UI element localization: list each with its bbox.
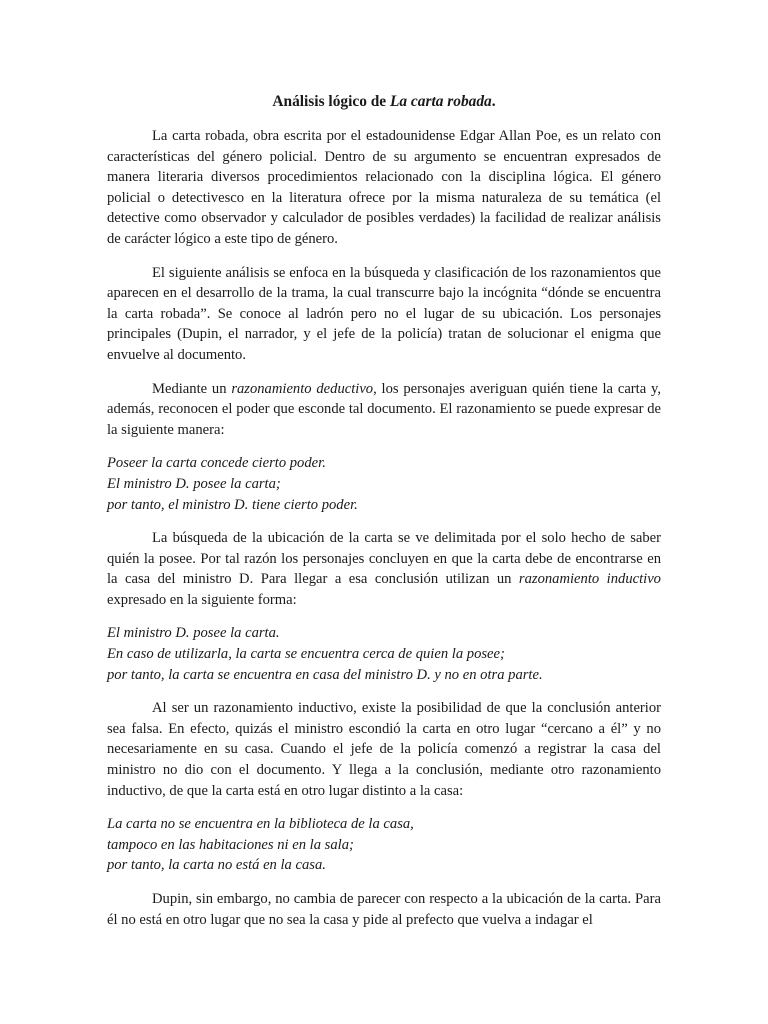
syllogism-line: En caso de utilizarla, la carta se encuentra cerca de quien la posee;	[107, 646, 505, 663]
syllogism-line: El ministro D. posee la carta;	[107, 475, 281, 492]
syllogism-inductive-2	[107, 814, 661, 876]
inductive-term: razonamiento inductivo	[518, 571, 661, 588]
paragraph-intro: La carta robada, obra escrita por el estadounidense Edgar Allan Poe, es un relato con características del género policial. Dentro de su argumento se encuentran expresados de manera literaria diversos procedimientos relacionado con la disciplina lógica. El género policial o detectivesco en la literatura ofrece por la misma naturaleza de su temática (el detective como observador y calculador de posibles verdades) la facilidad de realizar análisis de carácter lógico a este tipo de género.	[107, 128, 661, 247]
syllogism-line: por tanto, la carta no está en la casa.	[107, 857, 326, 874]
syllogism-line: La carta no se encuentra en la biblioteca de la casa,	[107, 816, 414, 833]
deductive-term: razonamiento deductivo	[231, 380, 374, 397]
document-page	[107, 92, 661, 943]
paragraph-deductive	[107, 379, 661, 441]
document-title	[107, 92, 661, 112]
inductive-text-b: expresado en la siguiente forma:	[107, 591, 297, 608]
syllogism-inductive-1	[107, 623, 661, 685]
paragraph-analysis: El siguiente análisis se enfoca en la búsqueda y clasificación de los razonamientos que aparecen en el desarrollo de la trama, la cual transcurre bajo la incógnita “dónde se encuentra la carta robada”. Se conoce al ladrón pero no el lugar de su ubicación. Los personajes principales (Dupin, el narrador, y el jefe de la policía) tratan de solucionar el enigma que envuelve al documento.	[107, 264, 661, 363]
inductive-text-a: La búsqueda de la ubicación de la carta se ve delimitada por el solo hecho de saber quién la posee. Por tal razón los personajes concluyen en que la carta debe de encontrarse en la casa del ministro D. Para llegar a esa conclusión utilizan un	[107, 530, 661, 588]
deductive-text-b: , los personajes averiguan quién tiene la carta y, además, reconocen el poder que esconde tal documento. El razonamiento se puede expresar de la siguiente manera:	[107, 380, 661, 438]
deductive-text-a: Mediante un	[152, 380, 232, 397]
syllogism-line: tampoco en las habitaciones ni en la sala;	[107, 836, 354, 853]
title-suffix: .	[491, 93, 496, 110]
syllogism-line: por tanto, la carta se encuentra en casa del ministro D. y no en otra parte.	[107, 666, 543, 683]
syllogism-line: Poseer la carta concede cierto poder.	[107, 455, 326, 472]
paragraph-dupin: Dupin, sin embargo, no cambia de parecer con respecto a la ubicación de la carta. Para él no está en otro lugar que no sea la casa y pide al prefecto que vuelva a indagar el	[107, 891, 661, 928]
syllogism-line: El ministro D. posee la carta.	[107, 625, 280, 642]
syllogism-deductive	[107, 453, 661, 515]
syllogism-line: por tanto, el ministro D. tiene cierto poder.	[107, 496, 358, 513]
paragraph-inductive	[107, 528, 661, 610]
paragraph-false-conclusion: Al ser un razonamiento inductivo, existe la posibilidad de que la conclusión anterior sea falsa. En efecto, quizás el ministro escondió la carta en otro lugar “cercano a él” y no necesariamente en su casa. Cuando el jefe de la policía comenzó a registrar la casa del ministro no dio con el documento. Y llega a la conclusión, mediante otro razonamiento inductivo, de que la carta está en otro lugar distinto a la casa:	[107, 700, 661, 799]
title-italic: La carta robada	[389, 93, 492, 110]
title-prefix: Análisis lógico de	[272, 93, 390, 110]
